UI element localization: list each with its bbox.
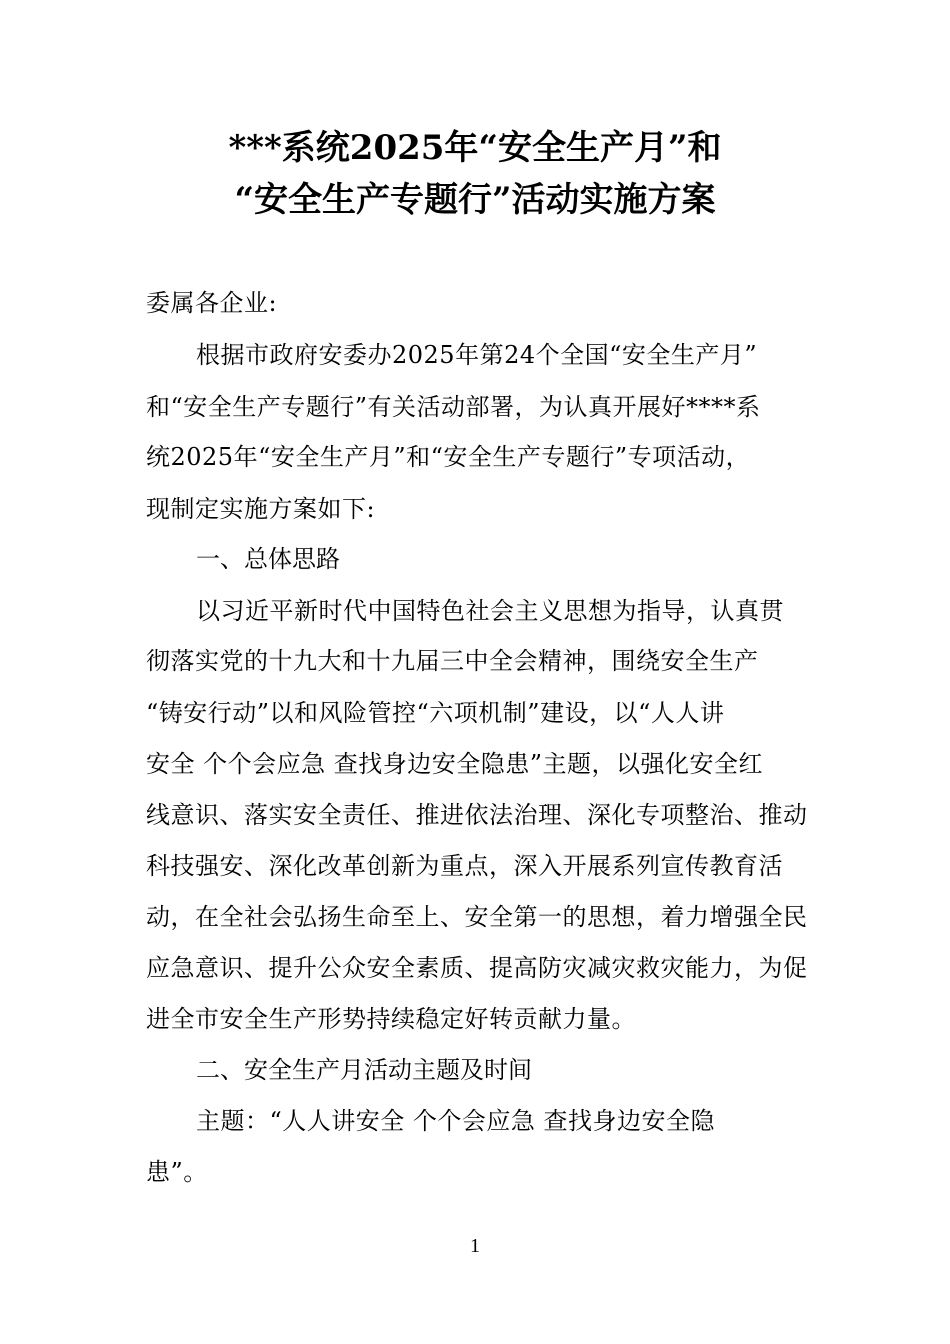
- salutation: 委属各企业:: [146, 289, 278, 317]
- section2-line: 主题：“人人讲安全 个个会应急 查找身边安全隐: [196, 1107, 716, 1135]
- section-heading-1: 一、总体思路: [196, 545, 340, 573]
- section1-line: 动，在全社会弘扬生命至上、安全第一的思想，着力增强全民: [146, 903, 808, 931]
- section2-line: 患”。: [146, 1158, 208, 1186]
- section1-line: 线意识、落实安全责任、推进依法治理、深化专项整治、推动: [146, 801, 808, 829]
- section1-line: 以习近平新时代中国特色社会主义思想为指导，认真贯: [196, 597, 784, 625]
- page-number: 1: [470, 1235, 480, 1257]
- intro-line: 统2025年“安全生产月”和“安全生产专题行”专项活动，: [146, 443, 751, 471]
- intro-line: 现制定实施方案如下:: [146, 495, 376, 523]
- document-title-line-1: ***系统2025年“安全生产月”和: [228, 128, 722, 168]
- section-heading-2: 二、安全生产月活动主题及时间: [196, 1056, 532, 1084]
- section1-line: 彻落实党的十九大和十九届三中全会精神，围绕安全生产: [146, 647, 759, 675]
- section1-line: 科技强安、深化改革创新为重点，深入开展系列宣传教育活: [146, 852, 783, 880]
- intro-line: 和“安全生产专题行”有关活动部署，为认真开展好****系: [146, 393, 761, 421]
- intro-line: 根据市政府安委办2025年第24个全国“安全生产月”: [196, 341, 758, 369]
- section1-line: “铸安行动”以和风险管控“六项机制”建设，以“人人讲: [146, 699, 725, 727]
- section1-line: 安全 个个会应急 查找身边安全隐患”主题，以强化安全红: [146, 750, 764, 778]
- document-title-line-2: “安全生产专题行”活动实施方案: [234, 180, 716, 220]
- section1-line: 应急意识、提升公众安全素质、提高防灾减灾救灾能力，为促: [146, 954, 808, 982]
- section1-line: 进全市安全生产形势持续稳定好转贡献力量。: [146, 1005, 636, 1033]
